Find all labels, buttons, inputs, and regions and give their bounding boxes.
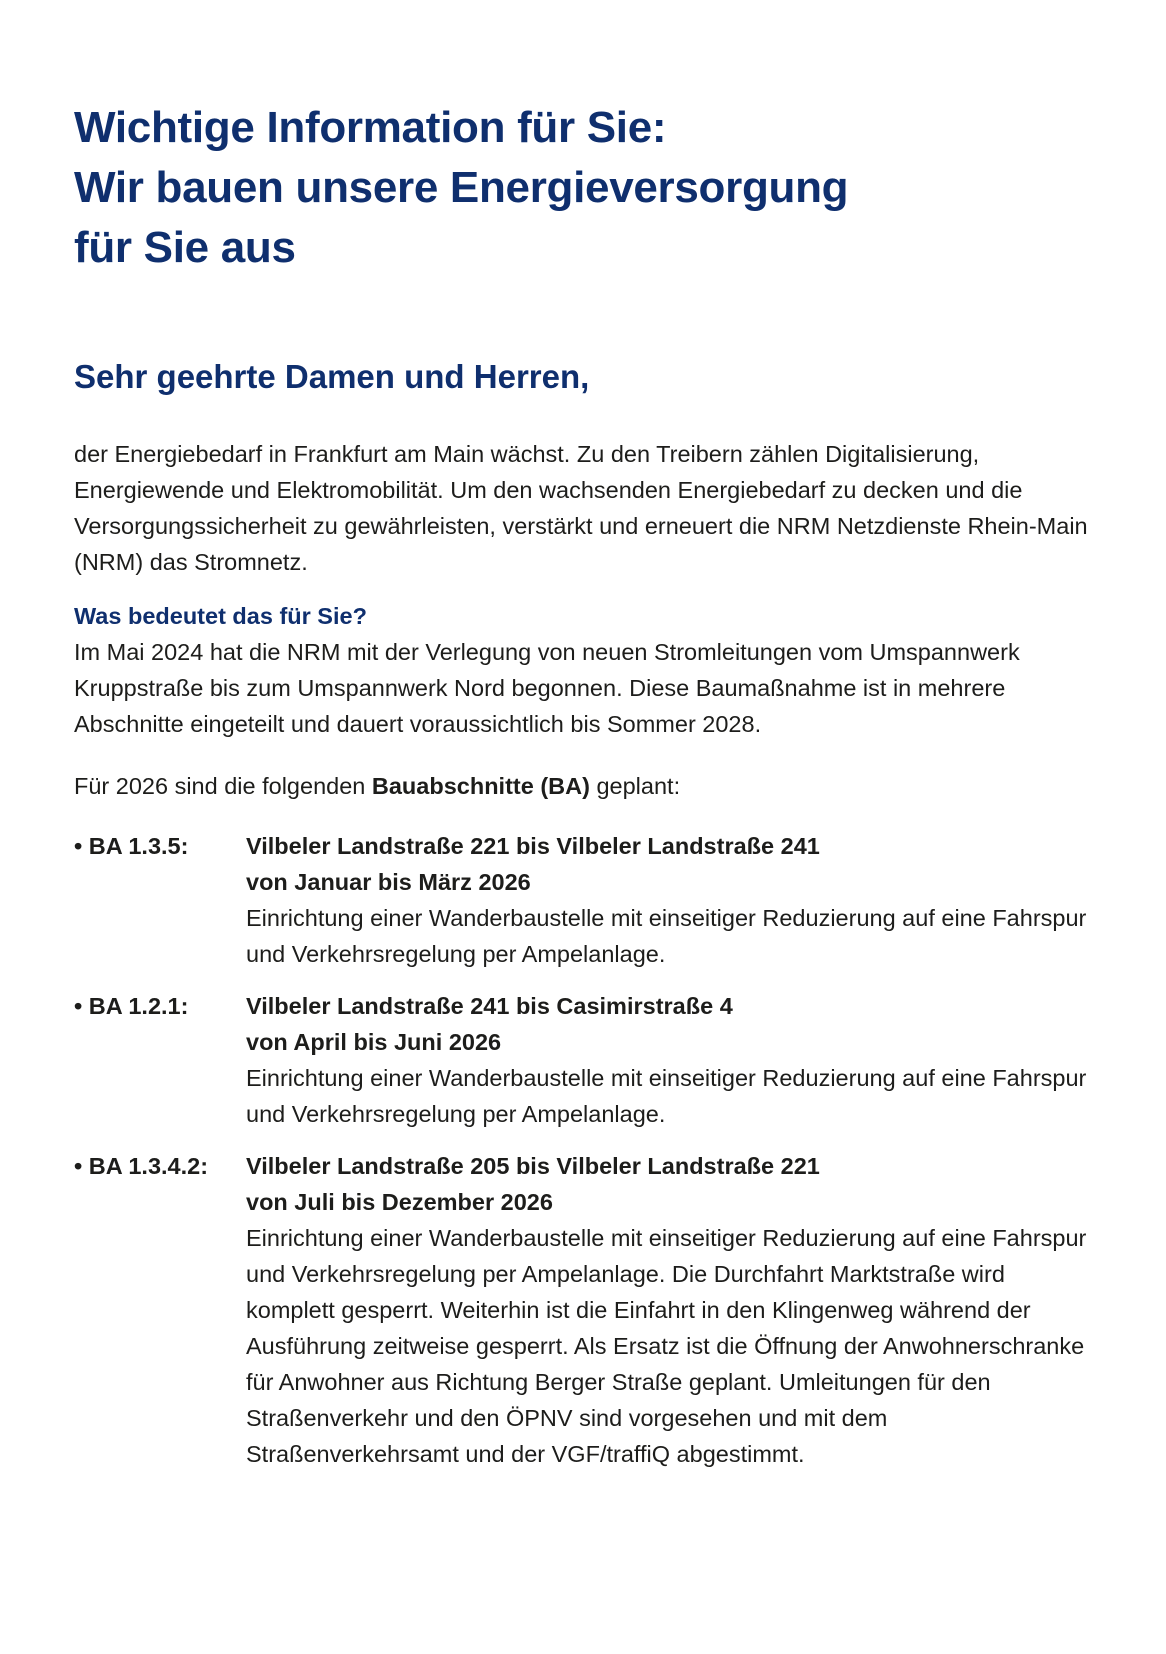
meaning-heading: Was bedeutet das für Sie? <box>74 603 367 629</box>
plan-bold-term: Bauabschnitte (BA) <box>371 773 590 799</box>
title-line-1: Wichtige Information für Sie: <box>74 103 667 152</box>
section-description: Einrichtung einer Wanderbaustelle mit einseitiger Reduzierung auf eine Fahrspur und Verkehrsregelung per Ampelanlage. <box>246 905 1087 967</box>
meaning-paragraph: Im Mai 2024 hat die NRM mit der Verlegung von neuen Stromleitungen vom Umspannwerk Kruppstraße bis zum Umspannwerk Nord begonnen. Diese Baumaßnahme ist in mehrere Abschnitte eingeteilt und dauert voraussichtlich bis Sommer 2028. <box>74 639 1020 737</box>
section-period: von Juli bis Dezember 2026 <box>246 1189 553 1215</box>
document-page <box>74 98 1094 1488</box>
plan-suffix: geplant: <box>589 773 681 799</box>
section-item <box>74 988 1094 1132</box>
salutation: Sehr geehrte Damen und Herren, <box>74 358 590 395</box>
plan-prefix: Für 2026 sind die folgenden <box>74 773 372 799</box>
section-code: • BA 1.3.4.2: <box>74 1153 209 1179</box>
section-content <box>246 828 1094 972</box>
section-item <box>74 828 1094 972</box>
section-content <box>246 988 1094 1132</box>
plan-intro <box>74 768 1094 804</box>
section-period: von April bis Juni 2026 <box>246 1029 502 1055</box>
section-description: Einrichtung einer Wanderbaustelle mit einseitiger Reduzierung auf eine Fahrspur und Verkehrsregelung per Ampelanlage. Die Durchfahrt Marktstraße wird komplett gesperrt. Weiterhin ist die Einfahrt in den Klingenweg während der Ausführung zeitweise gesperrt. Als Ersatz ist die Öffnung der Anwohnerschranke für Anwohner aus Richtung Berger Straße geplant. Umleitungen für den Straßenverkehr und den ÖPNV sind vorgesehen und mit dem Straßenverkehrsamt und der VGF/traffiQ abgestimmt. <box>246 1225 1087 1467</box>
section-period: von Januar bis März 2026 <box>246 869 531 895</box>
section-route: Vilbeler Landstraße 241 bis Casimirstraße 4 <box>246 993 733 1019</box>
section-code: • BA 1.2.1: <box>74 993 189 1019</box>
section-route: Vilbeler Landstraße 221 bis Vilbeler Landstraße 241 <box>246 833 820 859</box>
title-line-3: für Sie aus <box>74 223 296 272</box>
section-description: Einrichtung einer Wanderbaustelle mit einseitiger Reduzierung auf eine Fahrspur und Verkehrsregelung per Ampelanlage. <box>246 1065 1087 1127</box>
section-route: Vilbeler Landstraße 205 bis Vilbeler Landstraße 221 <box>246 1153 820 1179</box>
section-code: • BA 1.3.5: <box>74 833 189 859</box>
construction-sections-list <box>74 828 1094 1472</box>
intro-paragraph: der Energiebedarf in Frankfurt am Main wächst. Zu den Treibern zählen Digitalisierung, Energiewende und Elektromobilität. Um den wachsenden Energiebedarf zu decken und die Versorgungssicherheit zu gewährleisten, verstärkt und erneuert die NRM Netzdienste Rhein-Main (NRM) das Stromnetz. <box>74 441 1088 575</box>
section-item <box>74 1148 1094 1472</box>
title-line-2: Wir bauen unsere Energieversorgung <box>74 163 849 212</box>
section-content <box>246 1148 1094 1472</box>
page-title <box>74 98 1094 278</box>
